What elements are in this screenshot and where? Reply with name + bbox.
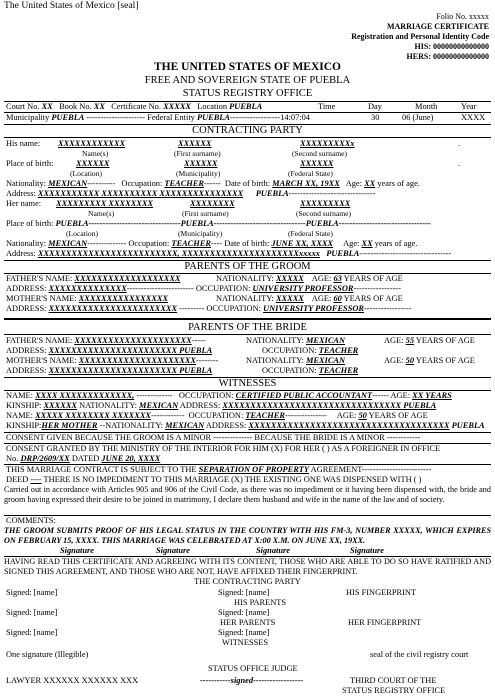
his-first-surname: XXXXXX [178,139,212,148]
time-label: Time [318,102,336,111]
comments-label: COMMENTS: [6,516,56,525]
signature-4: Signature [350,546,384,555]
bride-father-age: AGE: 55 YEARS OF AGE [384,336,475,345]
municipality-row: Municipality PUEBLA --------------------- Federal Entity PUEBLA------------------14:07:04 [6,113,310,122]
groom-father-name: FATHER'S NAME: XXXXXXXXXXXXXXXXXXX [6,274,181,283]
her-parents-label: HER PARENTS [220,618,276,627]
his-fingerprint-label: HIS FINGERPRINT [346,588,417,597]
bride-mother-occupation: OCCUPATION: TEACHER [262,366,359,375]
state-caption: (Federal State) [288,229,333,238]
folio-number: Folio No. xxxxx [436,12,489,21]
divider [4,515,491,516]
groom-father-address: ADDRESS: XXXXXXXXXXXXXX------------------------ OCCUPATION: UNIVERSITY PROFESSOR----------------- [6,284,401,293]
civil-registry-seal: seal of the civil registry court [370,650,469,659]
place-of-birth-label: Place of birth: [6,159,54,168]
his-code: HIS: 00000000000000 [414,42,489,51]
bride-mother-age: AGE: 50 YEARS OF AGE [384,356,475,365]
her-second-surname: XXXXXXXXX [300,199,351,208]
consent-minor-line: CONSENT GIVEN BECAUSE THE GROOM IS A MINOR -------------- BECAUSE THE BRIDE IS A MINOR ------------ [6,433,421,442]
header-seal-text: The United States of Mexico [seal] [4,0,139,11]
signature-3: Signature [256,546,290,555]
divider [4,334,491,335]
judge-signature: -----------signed------------------ [200,676,304,685]
month-value: 06 (June) [402,113,434,122]
signed-her-mother: Signed: [name] [218,628,270,637]
third-court-line2: STATUS REGISTRY OFFICE [342,686,446,695]
divider [4,318,491,320]
year-label: Year [461,102,477,111]
contracting-party-caption: THE CONTRACTING PARTY [194,577,301,586]
country-title: THE UNITED STATES OF MEXICO [153,61,341,73]
year-value: XXXX [461,113,486,122]
his-birth-location: XXXXXX [76,159,110,168]
her-place-of-birth-row: Place of birth: PUEBLA---------------------------------PUEBLA---------------------------------PUEBLA--------------------------------- [6,219,431,228]
document-title: MARRIAGE CERTIFICATE [386,22,489,31]
section-title-groom-parents: PARENTS OF THE GROOM [184,261,311,272]
impediment-line: DEED ---- THERE IS NO IMPEDIMENT TO THIS MARRIAGE (X) THE EXISTING ONE WAS DISPENSED WITH ( ) [6,475,422,484]
bride-mother-name: MOTHER'S NAME: XXXXXXXXXXXXXXXXXXXXX-------- [6,356,219,365]
declaration-paragraph: Carried out in accordance with Articles 905 and 906 of the Civil Code, as there was no impediment or it having been dispensed with, the bride and groom having expressed their desire to be joined in matrimony, I declare them husband and wife in the name of the law and of society. [4,485,491,504]
witnesses-label: WITNESSES [222,638,269,647]
bride-father-nationality: NATIONALITY: MEXICAN [246,336,346,345]
first-surname-caption: (First surname) [182,209,229,218]
his-second-surname: XXXXXXXXXx [300,139,355,148]
state-caption: (Federal State) [288,169,333,178]
section-title-witnesses: WITNESSES [218,378,277,389]
signed-her-father: Signed: [name] [6,628,58,637]
groom-mother-address: ADDRESS: XXXXXXXXXXXXXXXXXXXXXXX --------- OCCUPATION: UNIVERSITY PROFESSOR----------------- [6,304,412,313]
bride-father-address: ADDRESS: XXXXXXXXXXXXXXXXXXXXXXX PUEBLA [6,346,213,355]
signature-2: Signature [156,546,190,555]
bride-mother-address: ADDRESS: XXXXXXXXXXXXXXXXXXXXXXX PUEBLA [6,366,213,375]
court-number: XX [41,102,53,111]
his-nationality-row: Nationality: MEXICAN---------- Occupation: TEACHER------ Date of birth: MARCH XX, 19XX Age: XX years of age. [6,179,420,188]
names-caption: Name(s) [88,209,115,218]
first-surname-caption: (First surname) [174,149,221,158]
bride-father-occupation: OCCUPATION: TEACHER [262,346,359,355]
second-surname-caption: (Second surname) [292,149,348,158]
municipality-caption: (Municipality) [176,169,221,178]
day-label: Day [368,102,382,111]
third-court-line1: THIRD COURT OF THE [350,676,437,685]
lawyer-name: LAWYER XXXXXX XXXXXX XXX [6,676,139,685]
document-subtitle: Registration and Personal Identity Code [351,32,489,41]
his-name-label: His name: [6,139,41,148]
consent-ministry-line: CONSENT GRANTED BY THE MINISTRY OF THE INTERIOR FOR HIM (X) FOR HER ( ) AS A FOREIGNER IN OFFICE [6,444,441,453]
her-nationality-row: Nationality: MEXICAN-------------- Occupation: TEACHER---- Date of birth: JUNE XX, XXXX Age: XX years of age. [6,239,418,248]
her-fingerprint-label: HER FINGERPRINT [348,618,422,627]
office-title: STATUS REGISTRY OFFICE [182,88,313,99]
location-caption: (Location) [70,169,103,178]
his-names: XXXXXXXXXXXX [58,139,126,148]
his-birth-municipality: XXXXXX [184,159,218,168]
signed-his-father: Signed: [name] [6,608,58,617]
witness2-kinship-row: KINSHIP:HER MOTHER --NATIONALITY: MEXICAN ADDRESS: XXXXXXXXXXXXXXXXXXXXXXXXXXXXXXXXXXXX PUEBLA [6,421,485,430]
comments-text: THE GROOM SUBMITS PROOF OF HIS LEGAL STATUS IN THE COUNTRY WITH HIS FM-3, NUMBER XXXXX, WHICH EXPIRES ON FEBRUARY 15, XXXX. THIS MARRIAGE WAS CELEBRATED AT X:00 X.M. ON JUNE XX, 19XX. [4,526,491,545]
signed-his-mother: Signed: [name] [218,608,270,617]
record-row: Court No. XX Book No. XX Certificate No. XXXXX Location PUEBLA [6,102,263,111]
her-names: XXXXXXXXX XXXXXXXX [56,199,154,208]
her-first-surname: XXXXXXXX [190,199,235,208]
consent-number-line: No. DRP/2609/XX DATED JUNE 20, XXXX [6,454,161,463]
witness2-name-row: NAME: XXXXX XXXXXXXX XXXXXXX------------ OCCUPATION: TEACHER--------------- AGE: 50 YEARS OF AGE [6,411,428,420]
closing-statement: HAVING READ THIS CERTIFICATE AND AGREEING WITH ITS CONTENT, THOSE WHO ARE ABLE TO DO SO HAVE RATIFIED AND SIGNED THIS AGREEMENT, AND THOSE WHO ARE NOT, HAVE AFFIXED THEIR FINGERPRINT. [4,557,491,576]
month-label: Month [415,102,438,111]
hers-code: HERS: 00000000000000 [406,52,489,61]
her-address-row: Address: XXXXXXXXXXXXXXXXXXXXXXXXX, XXXXXXXXXXXXXXXXXXXXXxxxxx PUEBLA--------------------------------- [6,249,452,258]
signed-groom: Signed: [name] [6,588,58,597]
property-regime-line: THIS MARRIAGE CONTRACT IS SUBJECT TO THE SEPARATION OF PROPERTY AGREEMENT------------------------- [6,465,432,474]
groom-father-nationality: NATIONALITY: XXXXX AGE: 63 YEARS OF AGE [216,274,403,283]
location: PUEBLA [229,102,263,111]
witness1-name-row: NAME: XXXX XXXXXXXXXXXXX, ------------- OCCUPATION: CERTIFIED PUBLIC ACCOUNTANT------ AGE: XX YEARS [6,391,452,400]
her-name-label: Her name: [6,199,42,208]
his-birth-state: XXXXXX [300,159,334,168]
divider [4,137,491,138]
day-value: 30 [371,113,380,122]
location-caption: (Location) [66,229,99,238]
groom-mother-name: MOTHER'S NAME: XXXXXXXXXXXXXXXX [6,294,169,303]
his-parents-label: HIS PARENTS [234,598,287,607]
signed-bride: Signed: [name] [218,588,270,597]
witness1-kinship-row: KINSHIP: XXXXXX NATIONALITY: MEXICAN ADDRESS: XXXXXXXXXXXXXXXXXXXXXXXXXXXXXXXX PUEBLA [6,401,437,410]
state-title: FREE AND SOVEREIGN STATE OF PUEBLA [144,75,351,86]
second-surname-caption: (Second surname) [296,209,352,218]
certificate-number: XXXXX [163,102,191,111]
signature-1: Signature [60,546,94,555]
names-caption: Name(s) [82,149,109,158]
bride-mother-nationality: NATIONALITY: MEXICAN [246,356,346,365]
book-number: XX [93,102,105,111]
bride-father-name: FATHER'S NAME: XXXXXXXXXXXXXXXXXXXXX----- [6,336,206,345]
his-address-row: Address: XXXXXXXXXXX XXXXXXXXXX XXXXXXXXXXXXXXX PUEBLA------------------------------- [6,189,376,198]
illegible-signature: One signature (Illegible) [6,650,89,659]
judge-title: STATUS OFFICE JUDGE [208,664,298,673]
groom-mother-nationality: NATIONALITY: XXXXX AGE: 60 YEARS OF AGE [216,294,403,303]
section-title-contracting: CONTRACTING PARTY [192,125,303,136]
section-title-bride-parents: PARENTS OF THE BRIDE [188,322,307,333]
municipality-caption: (Municipality) [178,229,223,238]
